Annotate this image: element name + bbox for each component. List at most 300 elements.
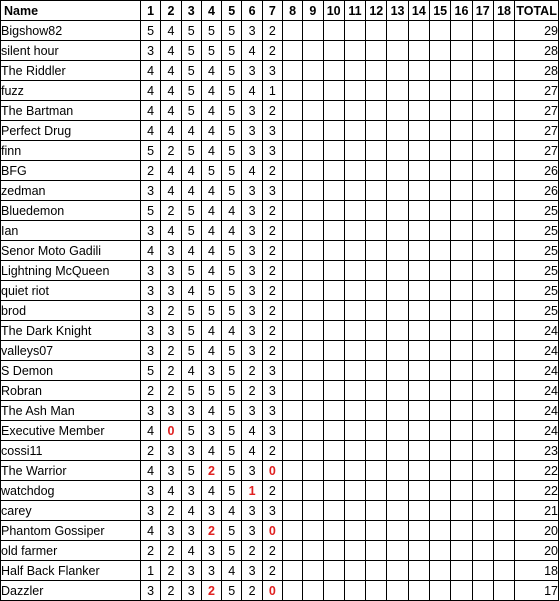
score-cell: 4: [201, 181, 221, 201]
score-cell: [282, 41, 302, 61]
score-cell: 5: [222, 441, 242, 461]
score-cell: 3: [201, 541, 221, 561]
round-header: 13: [387, 1, 408, 21]
score-cell: 4: [161, 101, 181, 121]
score-cell: [303, 121, 323, 141]
score-cell: [451, 481, 472, 501]
score-cell: [451, 121, 472, 141]
score-cell: 3: [262, 501, 282, 521]
score-cell: [344, 281, 365, 301]
score-cell: [282, 221, 302, 241]
score-cell: 1: [242, 481, 262, 501]
score-cell: [451, 141, 472, 161]
score-cell: [387, 441, 408, 461]
score-cell: 4: [201, 321, 221, 341]
table-row: [1, 281, 559, 301]
score-cell: [451, 501, 472, 521]
score-cell: [323, 401, 344, 421]
score-cell: [282, 81, 302, 101]
score-cell: [451, 561, 472, 581]
score-cell: 4: [242, 41, 262, 61]
score-cell: [408, 61, 429, 81]
round-header: 14: [408, 1, 429, 21]
score-cell: [472, 401, 493, 421]
score-cell: [493, 261, 514, 281]
score-cell: [430, 121, 451, 141]
score-cell: [387, 161, 408, 181]
score-cell: [430, 101, 451, 121]
score-cell: [430, 381, 451, 401]
score-cell: [303, 61, 323, 81]
score-cell: [303, 301, 323, 321]
score-cell: 5: [181, 141, 201, 161]
table-row: [1, 441, 559, 461]
score-cell: [303, 381, 323, 401]
score-cell: 3: [181, 441, 201, 461]
score-cell: [387, 401, 408, 421]
total-cell: 26: [515, 161, 559, 181]
score-cell: 4: [141, 521, 161, 541]
score-cell: [408, 461, 429, 481]
score-cell: 3: [201, 361, 221, 381]
score-cell: [408, 241, 429, 261]
score-cell: 3: [262, 141, 282, 161]
score-cell: [493, 121, 514, 141]
score-cell: 5: [222, 61, 242, 81]
score-cell: [282, 521, 302, 541]
score-cell: 2: [141, 381, 161, 401]
round-header: 12: [366, 1, 387, 21]
score-cell: [303, 561, 323, 581]
total-cell: 20: [515, 521, 559, 541]
score-cell: [303, 161, 323, 181]
player-name: silent hour: [1, 41, 141, 61]
score-cell: 3: [161, 521, 181, 541]
score-cell: [282, 161, 302, 181]
score-cell: [282, 421, 302, 441]
score-cell: [408, 561, 429, 581]
score-cell: 2: [161, 361, 181, 381]
score-cell: [366, 161, 387, 181]
score-cell: [282, 401, 302, 421]
score-cell: 2: [262, 161, 282, 181]
table-row: [1, 341, 559, 361]
score-cell: 3: [161, 461, 181, 481]
score-cell: [344, 341, 365, 361]
player-name: Bigshow82: [1, 21, 141, 41]
score-cell: 2: [262, 561, 282, 581]
score-cell: 5: [181, 321, 201, 341]
score-cell: [408, 441, 429, 461]
score-cell: [344, 321, 365, 341]
score-cell: [472, 421, 493, 441]
score-cell: 5: [222, 541, 242, 561]
table-row: [1, 521, 559, 541]
score-cell: [366, 521, 387, 541]
score-cell: [303, 101, 323, 121]
score-cell: [387, 181, 408, 201]
score-cell: [408, 21, 429, 41]
table-row: [1, 221, 559, 241]
score-cell: [282, 21, 302, 41]
score-cell: [387, 141, 408, 161]
score-cell: 2: [262, 221, 282, 241]
score-cell: 5: [141, 361, 161, 381]
score-cell: 2: [262, 201, 282, 221]
score-cell: [323, 321, 344, 341]
score-cell: [344, 521, 365, 541]
score-cell: 4: [222, 201, 242, 221]
score-cell: 5: [181, 461, 201, 481]
score-cell: [282, 201, 302, 221]
score-cell: [344, 161, 365, 181]
table-row: [1, 301, 559, 321]
player-name: watchdog: [1, 481, 141, 501]
table-row: [1, 161, 559, 181]
score-cell: [408, 201, 429, 221]
score-cell: [493, 161, 514, 181]
player-name: Dazzler: [1, 581, 141, 601]
player-name: Half Back Flanker: [1, 561, 141, 581]
score-cell: 4: [201, 221, 221, 241]
score-cell: [430, 241, 451, 261]
score-cell: 3: [242, 221, 262, 241]
round-header: 7: [262, 1, 282, 21]
round-header: 15: [430, 1, 451, 21]
score-cell: [493, 521, 514, 541]
score-cell: 4: [201, 201, 221, 221]
score-cell: [430, 41, 451, 61]
score-cell: 5: [222, 121, 242, 141]
score-cell: [408, 101, 429, 121]
score-cell: [472, 541, 493, 561]
table-row: [1, 21, 559, 41]
total-cell: 25: [515, 301, 559, 321]
score-cell: 2: [201, 461, 221, 481]
score-cell: 4: [161, 481, 181, 501]
score-cell: [430, 561, 451, 581]
score-cell: 3: [141, 321, 161, 341]
total-cell: 25: [515, 201, 559, 221]
score-cell: 3: [242, 21, 262, 41]
score-cell: [282, 121, 302, 141]
score-cell: [451, 181, 472, 201]
score-cell: 3: [242, 561, 262, 581]
player-name: Senor Moto Gadili: [1, 241, 141, 261]
score-cell: [472, 441, 493, 461]
score-cell: 2: [262, 321, 282, 341]
total-cell: 24: [515, 421, 559, 441]
score-cell: [430, 581, 451, 601]
score-cell: [408, 321, 429, 341]
score-cell: [451, 461, 472, 481]
score-cell: [408, 161, 429, 181]
total-cell: 25: [515, 281, 559, 301]
score-cell: [430, 361, 451, 381]
score-cell: 5: [222, 521, 242, 541]
score-cell: 3: [242, 201, 262, 221]
score-cell: 5: [181, 81, 201, 101]
score-cell: [408, 141, 429, 161]
score-cell: 2: [161, 541, 181, 561]
score-cell: [366, 321, 387, 341]
score-cell: [344, 121, 365, 141]
score-cell: [387, 461, 408, 481]
score-cell: 3: [242, 521, 262, 541]
score-cell: 5: [222, 21, 242, 41]
score-cell: [430, 321, 451, 341]
score-cell: [282, 261, 302, 281]
score-cell: 5: [222, 41, 242, 61]
score-cell: [493, 381, 514, 401]
score-cell: 4: [181, 121, 201, 141]
score-cell: [323, 581, 344, 601]
score-cell: [451, 161, 472, 181]
score-cell: [430, 441, 451, 461]
score-cell: 4: [141, 241, 161, 261]
score-cell: [344, 241, 365, 261]
score-cell: [493, 361, 514, 381]
score-cell: [430, 421, 451, 441]
player-name: The Ash Man: [1, 401, 141, 421]
score-cell: 3: [262, 421, 282, 441]
score-cell: [451, 301, 472, 321]
score-cell: [451, 321, 472, 341]
score-cell: [493, 341, 514, 361]
score-cell: 3: [201, 421, 221, 441]
score-cell: [366, 141, 387, 161]
player-name: Perfect Drug: [1, 121, 141, 141]
score-cell: 3: [141, 41, 161, 61]
score-cell: [344, 181, 365, 201]
score-cell: [282, 101, 302, 121]
score-cell: [282, 181, 302, 201]
score-cell: 5: [222, 341, 242, 361]
score-cell: [323, 561, 344, 581]
score-cell: [366, 281, 387, 301]
score-cell: 3: [262, 61, 282, 81]
score-cell: [387, 421, 408, 441]
score-cell: 5: [222, 381, 242, 401]
score-cell: [344, 381, 365, 401]
total-cell: 28: [515, 41, 559, 61]
total-cell: 27: [515, 121, 559, 141]
score-cell: 4: [141, 421, 161, 441]
score-cell: 2: [242, 381, 262, 401]
score-cell: [303, 541, 323, 561]
score-cell: [282, 501, 302, 521]
player-name: brod: [1, 301, 141, 321]
player-name: Robran: [1, 381, 141, 401]
score-cell: 4: [222, 321, 242, 341]
score-cell: 3: [161, 241, 181, 261]
score-cell: 5: [201, 381, 221, 401]
score-cell: [344, 421, 365, 441]
total-cell: 20: [515, 541, 559, 561]
score-cell: 1: [141, 561, 161, 581]
score-cell: [408, 361, 429, 381]
score-cell: [387, 521, 408, 541]
score-cell: 4: [242, 161, 262, 181]
player-name: Executive Member: [1, 421, 141, 441]
score-cell: [472, 301, 493, 321]
score-cell: [282, 341, 302, 361]
player-name: quiet riot: [1, 281, 141, 301]
score-cell: [344, 561, 365, 581]
score-cell: [408, 481, 429, 501]
round-header: 4: [201, 1, 221, 21]
score-cell: [430, 481, 451, 501]
score-cell: 3: [262, 401, 282, 421]
score-cell: [323, 421, 344, 441]
player-name: Bluedemon: [1, 201, 141, 221]
score-cell: [472, 61, 493, 81]
score-cell: 3: [141, 401, 161, 421]
score-cell: [282, 281, 302, 301]
score-cell: [344, 101, 365, 121]
score-cell: 4: [141, 61, 161, 81]
score-cell: 5: [222, 581, 242, 601]
score-cell: 3: [141, 481, 161, 501]
score-cell: 3: [141, 181, 161, 201]
score-cell: [408, 281, 429, 301]
score-cell: [408, 381, 429, 401]
score-cell: [430, 81, 451, 101]
score-cell: 3: [141, 341, 161, 361]
score-cell: [493, 141, 514, 161]
score-cell: [387, 501, 408, 521]
score-cell: 2: [262, 241, 282, 261]
score-cell: [451, 201, 472, 221]
total-cell: 26: [515, 181, 559, 201]
score-cell: [282, 381, 302, 401]
score-cell: [430, 141, 451, 161]
player-name: zedman: [1, 181, 141, 201]
score-cell: [493, 461, 514, 481]
player-name: S Demon: [1, 361, 141, 381]
score-cell: 5: [222, 401, 242, 421]
score-cell: [451, 61, 472, 81]
score-cell: 5: [181, 101, 201, 121]
score-cell: 2: [161, 381, 181, 401]
score-cell: 5: [201, 41, 221, 61]
score-cell: 1: [262, 81, 282, 101]
score-cell: [472, 81, 493, 101]
score-cell: [493, 281, 514, 301]
score-cell: [387, 101, 408, 121]
score-cell: [430, 281, 451, 301]
score-cell: 2: [262, 301, 282, 321]
score-cell: 3: [262, 361, 282, 381]
score-cell: 5: [201, 281, 221, 301]
score-cell: [344, 501, 365, 521]
score-cell: [493, 441, 514, 461]
score-cell: [493, 501, 514, 521]
score-cell: [472, 321, 493, 341]
score-cell: 3: [242, 281, 262, 301]
score-cell: [493, 21, 514, 41]
score-cell: [323, 481, 344, 501]
score-cell: [303, 361, 323, 381]
score-cell: 2: [262, 281, 282, 301]
score-cell: 3: [141, 301, 161, 321]
score-cell: [430, 541, 451, 561]
score-cell: 0: [262, 521, 282, 541]
score-cell: [493, 41, 514, 61]
score-cell: 5: [222, 241, 242, 261]
score-cell: [408, 261, 429, 281]
score-cell: [323, 441, 344, 461]
round-header: 11: [344, 1, 365, 21]
total-cell: 17: [515, 581, 559, 601]
score-cell: [493, 201, 514, 221]
score-cell: [344, 21, 365, 41]
score-cell: 3: [242, 181, 262, 201]
table-row: [1, 181, 559, 201]
score-cell: 4: [161, 161, 181, 181]
score-cell: [366, 241, 387, 261]
score-cell: [387, 361, 408, 381]
score-cell: [493, 81, 514, 101]
score-cell: [408, 121, 429, 141]
score-cell: 2: [161, 561, 181, 581]
score-cell: [430, 301, 451, 321]
score-cell: [387, 561, 408, 581]
score-cell: [303, 321, 323, 341]
total-cell: 24: [515, 401, 559, 421]
score-cell: [366, 21, 387, 41]
score-cell: [303, 401, 323, 421]
table-row: [1, 101, 559, 121]
score-cell: 4: [181, 241, 201, 261]
score-cell: [387, 261, 408, 281]
score-cell: [323, 41, 344, 61]
score-cell: 3: [161, 281, 181, 301]
player-name: The Riddler: [1, 61, 141, 81]
score-cell: 3: [242, 141, 262, 161]
player-name: The Dark Knight: [1, 321, 141, 341]
score-cell: [323, 141, 344, 161]
score-cell: [366, 341, 387, 361]
total-cell: 24: [515, 381, 559, 401]
score-cell: [344, 361, 365, 381]
score-cell: [323, 201, 344, 221]
table-row: [1, 401, 559, 421]
total-cell: 25: [515, 221, 559, 241]
score-cell: [303, 461, 323, 481]
score-cell: 2: [161, 301, 181, 321]
score-cell: [430, 401, 451, 421]
score-cell: 2: [141, 441, 161, 461]
score-cell: [303, 181, 323, 201]
score-cell: [408, 401, 429, 421]
round-header: 6: [242, 1, 262, 21]
score-cell: [408, 181, 429, 201]
score-cell: 4: [161, 21, 181, 41]
header-row: [1, 1, 559, 21]
score-cell: 3: [242, 461, 262, 481]
score-cell: [366, 61, 387, 81]
score-cell: 5: [222, 461, 242, 481]
player-name: finn: [1, 141, 141, 161]
score-cell: [366, 481, 387, 501]
score-cell: [344, 401, 365, 421]
score-cell: 3: [242, 301, 262, 321]
score-cell: [366, 561, 387, 581]
score-cell: 4: [242, 421, 262, 441]
player-name: valleys07: [1, 341, 141, 361]
score-cell: [472, 41, 493, 61]
